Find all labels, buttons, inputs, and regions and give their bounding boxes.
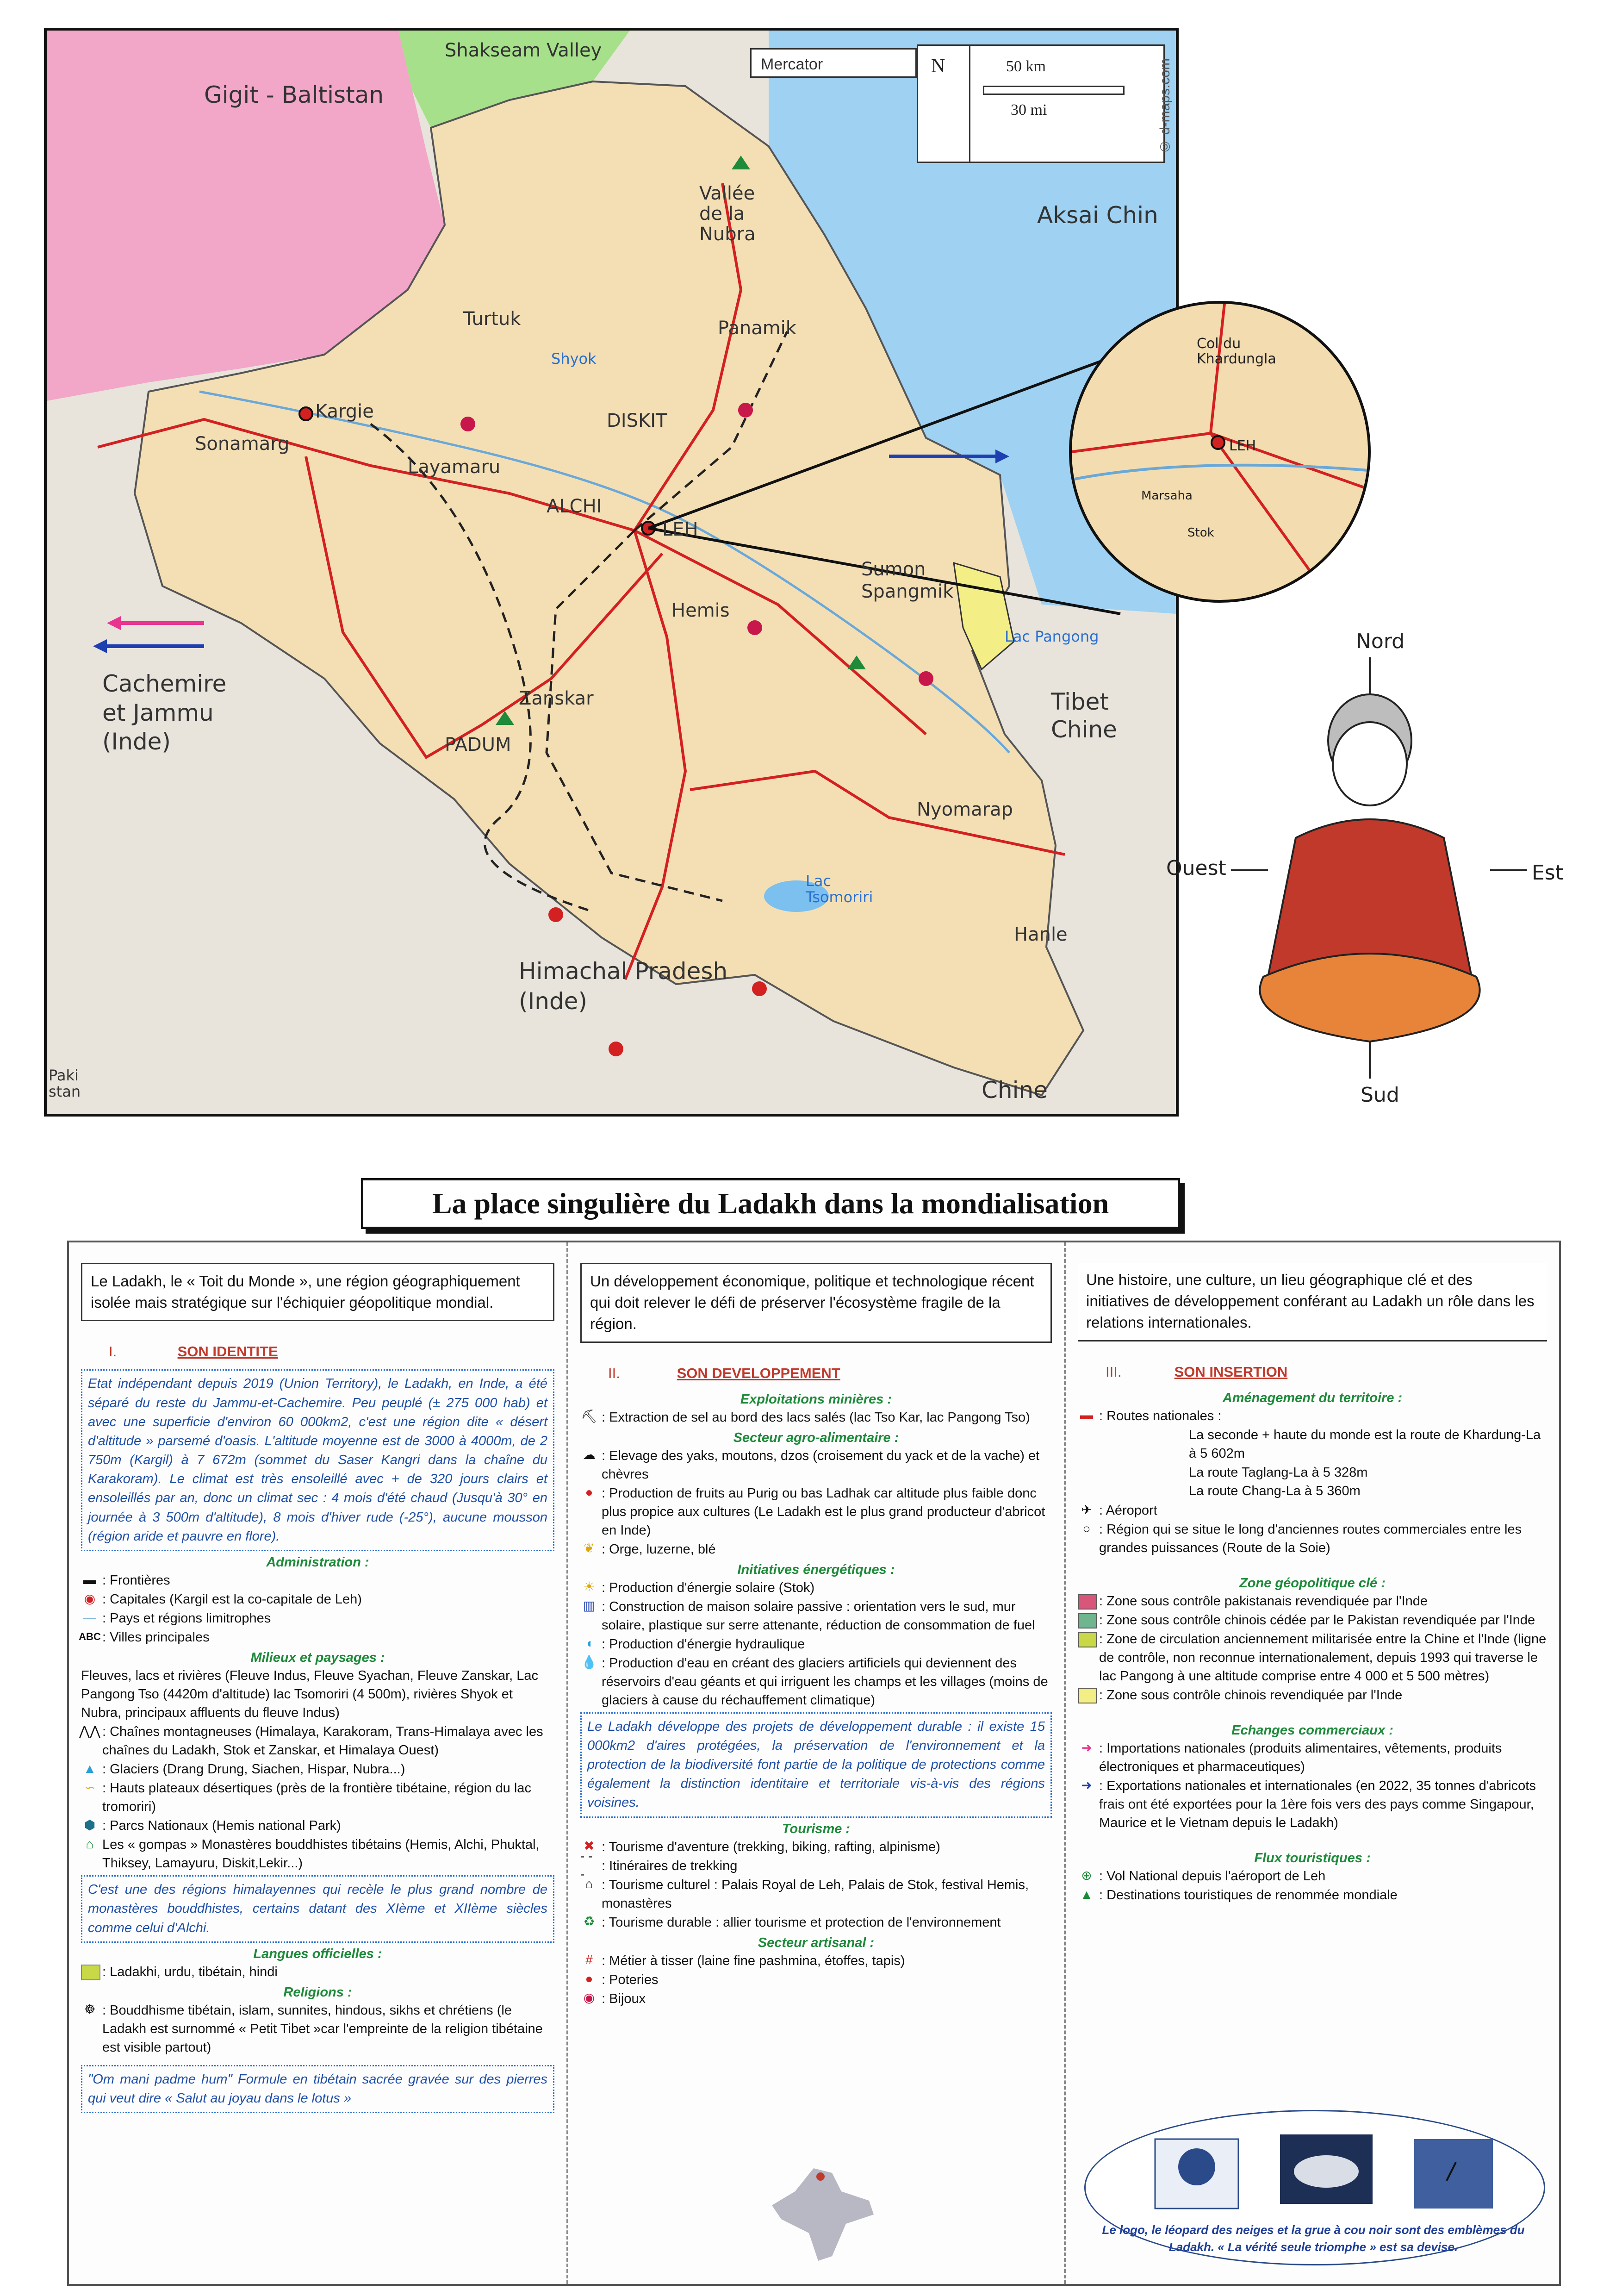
geopol-heading: Zone géopolitique clé : [1239, 1576, 1386, 1591]
legend-item: — : Pays et régions limitrophes [81, 1609, 554, 1628]
monastery-icon: ⌂ [86, 1836, 94, 1851]
military-zone-swatch [1078, 1632, 1097, 1647]
label-leh: LEH [662, 519, 698, 540]
jewel-marker [738, 403, 753, 418]
legend-column-developpement [566, 1242, 1064, 2284]
minieres-heading: Exploitations minières : [740, 1391, 892, 1407]
capital-dot-icon: ◉ [84, 1591, 96, 1606]
zoom-stok: Stok [1187, 526, 1214, 540]
label-gilgit: Gigit - Baltistan [204, 81, 384, 108]
label-diskit: DISKIT [607, 410, 667, 431]
export-arrow-icon: ➜ [1081, 1778, 1092, 1792]
legend-item: 💧 : Production d'eau en créant des glaciers artificiels qui deviennent des réservoirs d'eau géants et qui irriguent les champs et les villages (moins de glaciers à cause du réchauffement climatique) [581, 1655, 1048, 1708]
legend-item: ◉ : Bijoux [580, 1990, 1052, 2008]
label-nubra: Vallée de la Nubra [699, 183, 756, 245]
compass-figure [1148, 625, 1592, 1125]
legend-item: : Zone sous contrôle chinois cédée par le Pakistan revendiquée par l'Inde [1078, 1611, 1547, 1629]
solar-house-icon: ▥ [583, 1598, 596, 1613]
legend-item: - - - : Itinéraires de trekking [580, 1849, 738, 1881]
legend-item: ⊕ : Vol National depuis l'aéroport de Leh [1078, 1867, 1547, 1885]
legend-item: ● : Production de fruits au Purig ou bas Ladhak car altitude plus faible donc plus propice aux cultures (Le Ladakh est le plus grand producteur d'abricot en Inde) [580, 1484, 1052, 1540]
legend-item: ☁ : Elevage des yaks, moutons, dzos (croisement du yack et de la vache) et chèvres [580, 1447, 1052, 1484]
label-lamayuru: Layamaru [408, 456, 501, 478]
label-sonamarg: Sonamarg [195, 433, 290, 455]
section-number: II. [608, 1365, 620, 1381]
ladakh-map [44, 28, 1179, 1117]
pottery-marker [609, 1042, 623, 1056]
globe-icon: ⊕ [1081, 1868, 1092, 1883]
sheep-icon: ☁ [583, 1447, 596, 1462]
national-park-icon: ⬢ [84, 1817, 96, 1832]
legend-item: ▥ : Construction de maison solaire passive : orientation vers le sud, mur solaire, plastique sur serre attenante, réduction de consommation de fuel [580, 1597, 1052, 1635]
road-detail: La seconde + haute du monde est la route de Khardung-La à 5 602m [1189, 1427, 1541, 1461]
pottery-marker [548, 907, 563, 922]
pottery-icon: ● [585, 1972, 593, 1986]
ceded-zone-swatch [1078, 1613, 1097, 1628]
hydro-icon: ◖ [585, 1636, 593, 1651]
neighbour-line-icon: — [83, 1610, 96, 1625]
legend-item: ❦ : Orge, luzerne, blé [580, 1540, 1052, 1559]
echanges-heading: Echanges commerciaux : [1231, 1723, 1393, 1738]
north-label: N [931, 56, 945, 77]
legend-item: ◖ : Production d'énergie hydraulique [580, 1635, 1052, 1653]
legend-item: ▬ : Frontières [81, 1571, 554, 1590]
road-detail: La route Chang-La à 5 360m [1189, 1484, 1361, 1499]
legend-item: ⬢ : Parcs Nationaux (Hemis national Park) [81, 1816, 554, 1835]
compass-east: Est [1532, 861, 1563, 885]
label-kargil: Kargie [315, 401, 374, 422]
intro-insertion: Une histoire, une culture, un lieu géographique clé et des initiatives de développement conférant au Ladakh un rôle dans les relations internationales. [1078, 1263, 1547, 1341]
jewel-marker [747, 620, 762, 635]
legend-item: : Zone de circulation anciennement militarisée entre la Chine et l'Inde (ligne de contrôle, non reconnue internationalement, depuis 1993 qui traverse le lac Pangong à une altitude comprise entre 4 000 et 5 500 mètres) [1078, 1630, 1547, 1685]
amenagement-heading: Aménagement du territoire : [1222, 1390, 1403, 1405]
glacier-icon: ▲ [83, 1761, 96, 1776]
compass-west: Ouest [1166, 856, 1226, 880]
legend-item: ∽ : Hauts plateaux désertiques (près de la frontière tibétaine, région du lac tromoriri) [81, 1779, 554, 1816]
section-heading [1078, 1364, 1547, 1387]
section-title: SON IDENTITE [177, 1343, 278, 1360]
label-zanskar: Zanskar [519, 688, 594, 709]
legend-item: ● : Poteries [580, 1971, 1052, 1989]
legend-item: ➜ : Exportations nationales et internationales (en 2022, 35 tonnes d'abricots frais ont été exportées pour la 1ère fois vers des pays comme Singapour, Maurice et le Vietnam depuis le Ladakh) [1078, 1777, 1547, 1832]
dharma-wheel-icon: ☸ [84, 2002, 96, 2017]
plateau-icon: ∽ [84, 1780, 95, 1795]
langues-heading: Langues officielles : [253, 1946, 382, 1961]
capital-kargil [299, 407, 312, 420]
section-number: I. [109, 1343, 117, 1360]
scale-bar [983, 86, 1125, 95]
pakistan-zone-swatch [1078, 1594, 1097, 1610]
legend-column-identite [69, 1242, 566, 2284]
flux-heading: Flux touristiques : [1254, 1851, 1371, 1866]
legend-item: ♻ : Tourisme durable : allier tourisme et protection de l'environnement [580, 1913, 1052, 1932]
legend-item: ☀ : Production d'énergie solaire (Stok) [580, 1578, 1052, 1597]
zoom-marsaha: Marsaha [1141, 489, 1193, 503]
legend-item: ▲ : Glaciers (Drang Drung, Siachen, Hispar, Nubra...) [81, 1760, 554, 1778]
legend-item: ▲ : Destinations touristiques de renommée mondiale [1078, 1886, 1547, 1904]
pottery-marker [752, 981, 767, 996]
label-tsomoriri: Lac Tsomoriri [806, 872, 873, 906]
admin-heading: Administration : [266, 1554, 369, 1570]
legend-item: ⌂ Les « gompas » Monastères bouddhistes tibétains (Hemis, Alchi, Phuktal, Thiksey, Lamayuru, Diskit,Lekir...) [81, 1835, 554, 1872]
abc-icon: ABC [79, 1630, 101, 1642]
legend-item: ✖ : Tourisme d'aventure (trekking, biking, rafting, alpinisme) [580, 1838, 1052, 1856]
section-title: SON INSERTION [1174, 1363, 1288, 1380]
intro-developpement: Un développement économique, politique et technologique récent qui doit relever le défi de préserver l'écosystème fragile de la région. [580, 1263, 1052, 1343]
label-shyok: Shyok [551, 350, 597, 368]
tourisme-heading: Tourisme : [782, 1821, 851, 1836]
scale-box [917, 44, 1165, 163]
legend-item: ⋀⋀ : Chaînes montagneuses (Himalaya, Karakoram, Trans-Himalaya avec les chaînes du Ladakh, Stok et Zanskar, et Himalaya Ouest) [79, 1723, 543, 1758]
destination-triangle-icon: ▲ [1080, 1887, 1093, 1902]
map-credit: © d-maps.com [1157, 58, 1173, 154]
emblems-caption: Le logo, le léopard des neiges et la grue à cou noir sont des emblèmes du Ladakh. « La vérité seule triomphe » est sa devise. [1102, 2222, 1525, 2254]
grain-icon: ❦ [584, 1541, 595, 1556]
label-hanle: Hanle [1014, 924, 1068, 945]
airplane-icon: ✈ [1081, 1502, 1092, 1517]
label-pakistan: Paki stan [49, 1067, 81, 1101]
language-swatch-icon [81, 1965, 100, 1980]
road-detail: La route Taglang-La à 5 328m [1189, 1465, 1368, 1480]
energie-heading: Initiatives énergétiques : [737, 1562, 895, 1577]
legend-item: ▬ : Routes nationales : [1078, 1407, 1547, 1425]
scale-divider [969, 46, 970, 162]
label-nyoma: Nyomarap [917, 799, 1013, 820]
label-tibet: Tibet Chine [1051, 688, 1117, 743]
import-arrow-icon: ➜ [1081, 1740, 1092, 1755]
zoom-leh: LEH [1229, 438, 1256, 454]
label-alchi: ALCHI [547, 496, 602, 517]
legend-item: ✈ : Aéroport [1078, 1501, 1547, 1520]
legend-item: ☸ : Bouddhisme tibétain, islam, sunnites, hindous, sikhs et chrétiens (le Ladakh est surnommé « Petit Tibet »car l'empreinte de la religion tibétaine est visible partout) [81, 2001, 554, 2057]
jewel-icon: ◉ [583, 1990, 595, 2005]
milieux-text: Fleuves, lacs et rivières (Fleuve Indus, Fleuve Syachan, Fleuve Zanskar, Lac Pangong Tso (4420m d'altitude) lac Tsomoriri (4 500m), rivières Shyok et Nubra, principaux affluents du fleuve Indus) [81, 1668, 539, 1721]
crane-image [1414, 2139, 1493, 2209]
legend-item: : Zone sous contrôle chinois revendiquée par l'Inde [1078, 1686, 1547, 1704]
developpement-note: Le Ladakh développe des projets de développement durable : il existe 15 000km2 d'aires protégées, la préservation de l'environnement et la protection de la biodiversité font partie de la politique de protections comme également la distinction identitaire et territoriale vis-à-vis des régions voisines. [580, 1712, 1052, 1818]
artisanal-heading: Secteur artisanal : [758, 1935, 875, 1950]
jewel-marker [919, 671, 933, 686]
legend-column-insertion [1064, 1242, 1559, 2284]
section-heading [580, 1365, 1052, 1388]
legend-item: ○ : Région qui se situe le long d'anciennes routes commerciales entre les grandes puissances (Route de la Soie) [1078, 1520, 1547, 1557]
road-line-icon: ▬ [1080, 1408, 1093, 1423]
legend-item: : Zone sous contrôle pakistanais revendiquée par l'Inde [1078, 1592, 1547, 1610]
label-padum: PADUM [445, 734, 511, 755]
legend-item: ⌂ : Tourisme culturel : Palais Royal de Leh, Palais de Stok, festival Hemis, monastères [580, 1876, 1052, 1913]
chinese-zone-swatch [1078, 1688, 1097, 1703]
border-line-icon: ▬ [83, 1572, 96, 1587]
page-title: La place singulière du Ladakh dans la mondialisation [361, 1178, 1180, 1229]
milieux-heading: Milieux et paysages : [250, 1650, 385, 1665]
identite-note: Etat indépendant depuis 2019 (Union Territory), le Ladakh, en Inde, a été séparé du reste du Jammu-et-Cachemire. Peu peuplé (± 275 000 hab) et avec une superficie d'environ 60 000km2, c'est une région dite « désert d'altitude » parsemé d'oasis. L'altitude moyenne est de 3000 à 4000m, de 2 750m (Kargil) à 7 672m (sommet du Saser Kangri dans la chaîne du Karakoram). Le climat est très ensoleillé avec + de 320 jours clairs et ensoleillés par an, donc un climat sec : 4 mois d'été chaud (Jusqu'à 30° en journée à 3 500m d'altitude), 8 mois d'hiver rude (-25°), aucune mousson (région aride et pauvre en flore). [81, 1369, 554, 1551]
scale-km: 50 km [1006, 58, 1046, 75]
legend-item: ⛏ : Extraction de sel au bord des lacs salés (lac Tso Kar, lac Pangong Tso) [581, 1409, 1030, 1425]
intro-identite: Le Ladakh, le « Toit du Monde », une région géographiquement isolée mais stratégique sur l'échiquier géopolitique mondial. [81, 1263, 554, 1321]
legend-item: # : Métier à tisser (laine fine pashmina, étoffes, tapis) [580, 1952, 1052, 1970]
trek-dash-icon: - - - [580, 1849, 593, 1881]
recycle-icon: ♻ [583, 1914, 595, 1929]
sun-icon: ☀ [583, 1579, 595, 1594]
compass-north: Nord [1356, 630, 1405, 653]
zoom-inset [1069, 301, 1371, 603]
label-pangong: Lac Pangong [1005, 628, 1099, 645]
section-title: SON DEVELOPPEMENT [677, 1365, 840, 1381]
compass-south: Sud [1361, 1083, 1399, 1107]
fruit-icon: ● [585, 1485, 593, 1500]
label-chine: Chine [982, 1077, 1048, 1104]
legend-item: ABC : Villes principales [79, 1629, 210, 1645]
india-silhouette [763, 2164, 883, 2265]
legend-panel [67, 1241, 1561, 2286]
legend-item: ◉ : Capitales (Kargil est la co-capitale de Leh) [81, 1590, 554, 1609]
adventure-icon: ✖ [584, 1839, 595, 1853]
mountain-icon: ⋀⋀ [79, 1723, 100, 1738]
monastery-note: C'est une des régions himalayennes qui recèle le plus grand nombre de monastères bouddhistes, certains datant des XIème et XIIème siècles comme celui d'Alchi. [81, 1875, 554, 1943]
label-hemis: Hemis [671, 600, 730, 621]
loom-icon: # [585, 1953, 593, 1967]
label-shaksgam: Shakseam Valley [445, 40, 602, 61]
religions-heading: Religions : [283, 1984, 352, 2000]
map-drawing [47, 31, 1176, 1114]
zoom-khardung: Col du Khardungla [1197, 336, 1276, 367]
label-aksai-chin: Aksai Chin [1037, 202, 1158, 229]
palace-icon: ⌂ [585, 1877, 593, 1891]
projection-label: Mercator [761, 56, 823, 73]
label-himachal: Himachal Pradesh (Inde) [519, 958, 728, 1015]
label-sumon: Sumon Spangmik [861, 559, 954, 602]
salt-icon: ⛏ [581, 1409, 597, 1424]
section-number: III. [1106, 1363, 1122, 1380]
water-drop-icon: 💧 [581, 1655, 597, 1670]
jewel-marker [460, 417, 475, 431]
label-panamik: Panamik [718, 318, 796, 339]
label-kashmir: Cachemire et Jammu (Inde) [102, 670, 227, 755]
silk-road-icon: ○ [1082, 1521, 1091, 1536]
agro-heading: Secteur agro-alimentaire : [733, 1430, 899, 1445]
legend-item: : Ladakhi, urdu, tibétain, hindi [81, 1963, 554, 1981]
mantra-quote: "Om mani padme hum" Formule en tibétain sacrée gravée sur des pierres qui veut dire « Salut au joyau dans le lotus » [81, 2065, 554, 2113]
projection-box [750, 48, 917, 78]
label-turtuk: Turtuk [463, 308, 521, 330]
legend-item: ➜ : Importations nationales (produits alimentaires, vêtements, produits électroniques et pharmaceutiques) [1078, 1739, 1547, 1776]
scale-mi: 30 mi [1011, 101, 1047, 119]
section-heading [81, 1343, 554, 1366]
